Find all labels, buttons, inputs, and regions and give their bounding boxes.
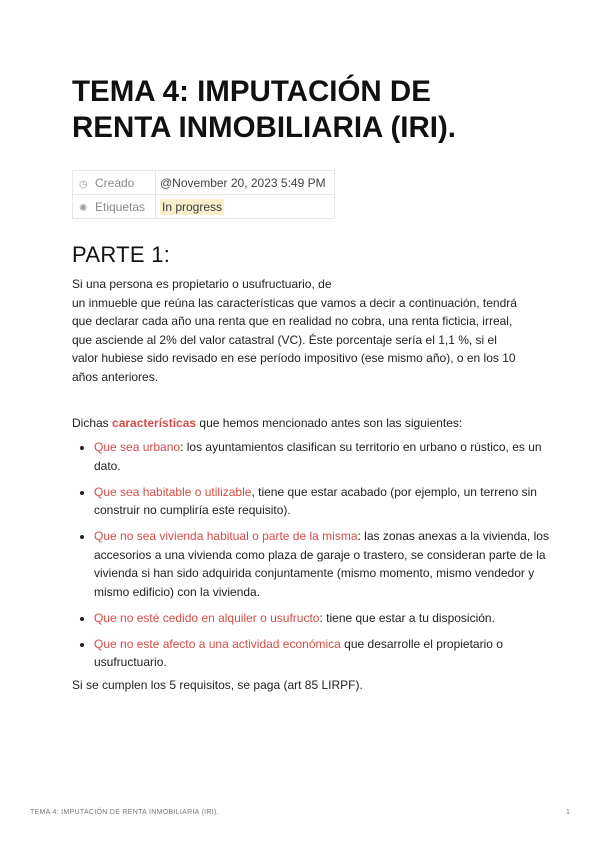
requirements-list [72,438,554,679]
dichas-pre: Dichas [72,416,113,430]
footer-title: TEMA 4: IMPUTACIÓN DE RENTA INMOBILIARIA (IRI). [30,809,219,816]
item-highlight: Que no sea vivienda habitual o parte de la misma [94,529,358,543]
property-label: Creado [95,175,135,190]
item-text: : los ayuntamientos clasifican su territorio en urbano o rústico, es un dato. [94,440,542,473]
item-text: que desarrolle el propietario o usufructuario. [94,636,503,669]
property-label: Etiquetas [95,199,146,214]
intro-line: valor hubiese sido revisado en ese período impositivo (ese mismo año), o en los 10 [72,351,516,365]
intro-line: años anteriores. [72,369,159,384]
item-highlight: Que no esté cedido en alquiler o usufructo [94,610,320,625]
intro-line: Si una persona es propietario o usufructuario, de [72,277,332,291]
status-badge: In progress [162,199,223,214]
property-key [73,171,156,195]
properties-table [72,170,335,219]
loader-icon: ✺ [79,202,88,214]
page-title [72,74,532,146]
list-item [94,527,554,601]
intro-line: un inmueble que reúna las características que vamos a decir a continuación, tendrá [72,295,517,310]
title-line-2: RENTA INMOBILIARIA (IRI). [72,111,457,144]
dichas-post: que hemos mencionado antes son las siguientes: [196,416,463,430]
dichas-highlight: características [112,416,197,430]
list-item [94,438,554,475]
list-item [94,483,554,520]
intro-line: que declarar cada año una renta que en realidad no cobra, una renta ficticia, irreal, [72,314,513,328]
item-highlight: Que no este afecto a una actividad económica [94,636,341,651]
conclusion-paragraph: Si se cumplen los 5 requisitos, se paga (art 85 LIRPF). [72,678,363,692]
item-text: , tiene que estar acabado (por ejemplo, un terreno sin construir no cumpliría este requisito). [94,484,537,517]
list-item [94,635,554,672]
title-line-1: TEMA 4: IMPUTACIÓN DE [72,75,431,108]
clock-icon: ◷ [79,178,88,190]
section-heading: PARTE 1: [72,242,171,267]
property-row-created [73,171,335,195]
item-text: : tiene que estar a tu disposición. [319,610,495,625]
property-key [73,195,156,219]
property-row-tags [73,195,335,219]
item-highlight: Que sea habitable o utilizable [94,484,252,499]
intro-paragraph [72,275,542,386]
item-highlight: Que sea urbano [94,440,181,454]
footer-page-number: 1 [566,809,571,816]
property-value [156,195,335,219]
list-item [94,609,554,628]
item-text: : las zonas anexas a la vivienda, los accesorios a una vivienda como plaza de garaje o trastero, se consideran parte de la vivienda si han sido adquirida conjuntamente (mismo momento, mismo vendedor y mismo edificio) con la vivienda. [94,529,549,599]
dichas-paragraph [72,414,542,433]
intro-line: que asciende al 2% del valor catastral (VC). Éste porcentaje sería el 1,1 %, si el [72,332,497,347]
property-value: @November 20, 2023 5:49 PM [156,171,335,195]
